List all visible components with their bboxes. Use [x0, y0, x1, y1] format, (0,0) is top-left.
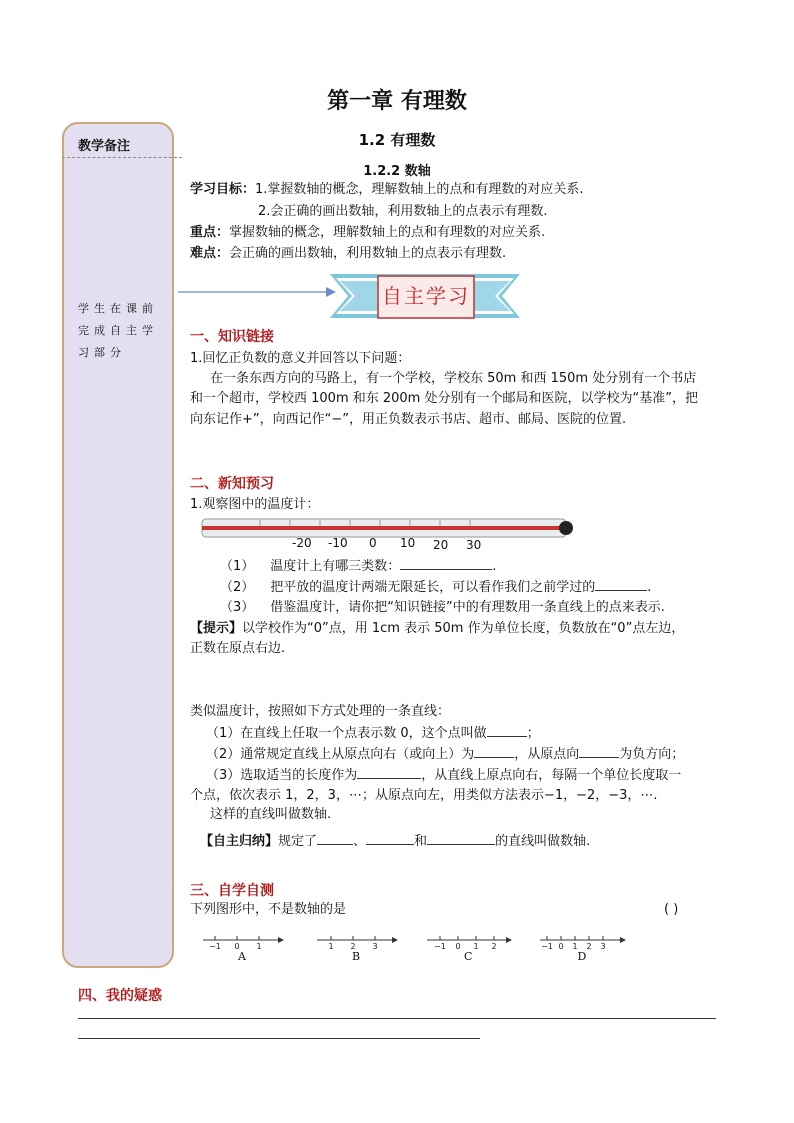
answer-line-2[interactable] [78, 1038, 480, 1039]
key-point-line [190, 224, 545, 242]
objectives-line-1 [190, 181, 584, 199]
answer-blank[interactable] [357, 766, 421, 779]
number-line-tick-label: 2 [586, 942, 592, 951]
number-line-tick-label: 1 [328, 942, 334, 951]
analogy-intro: 类似温度计，按照如下方式处理的一条直线： [190, 704, 451, 719]
objectives-label: 学习目标： [190, 182, 256, 197]
definition-step-1: （1）在直线上任取一个点表示数 0，这个点叫做 ； [206, 726, 540, 741]
option-letter-b[interactable]: B [352, 950, 361, 963]
sidebar-note: 学生在课前完成自主学习部分 [78, 302, 158, 359]
number-line-tick-label: 3 [372, 942, 378, 951]
part2-heading: 二、新知预习 [190, 476, 274, 492]
answer-blank[interactable] [400, 557, 492, 570]
number-line-tick-label: 0 [234, 942, 240, 951]
number-line-tick-label: 1 [572, 942, 578, 951]
part3-question: 下列图形中，不是数轴的是 [190, 902, 347, 917]
thermo-label-m20: -20 [292, 536, 312, 550]
difficulty-text: 会正确的画出数轴，利用数轴上的点表示有理数. [229, 246, 507, 261]
section-title: 1.2 有理数 [358, 131, 436, 149]
part3-heading: 三、自学自测 [190, 883, 274, 899]
answer-blank[interactable] [427, 832, 495, 845]
part4-heading: 四、我的疑惑 [78, 988, 162, 1004]
part1-heading: 一、知识链接 [190, 329, 274, 345]
definition-conclusion: 这样的直线叫做数轴. [210, 807, 332, 822]
number-line-tick-label: −1 [434, 942, 446, 951]
definition-step-3: （3）选取适当的长度作为 ，从直线上原点向右，每隔一个单位长度取一 [206, 768, 682, 783]
objective-2: 2.会正确的画出数轴，利用数轴上的点表示有理数. [258, 204, 548, 219]
option-letter-d[interactable]: D [577, 950, 587, 963]
number-line-tick-label: 0 [455, 942, 461, 951]
definition-step-2: （2）通常规定直线上从原点向右（或向上）为 ，从原点向 为负方向； [206, 747, 685, 762]
answer-paren[interactable]: ( ) [664, 902, 679, 917]
part1-question: 1.回忆正负数的意义并回答以下问题： [190, 351, 411, 366]
option-letter-a[interactable]: A [238, 950, 246, 963]
answer-blank[interactable] [366, 832, 414, 845]
answer-blank[interactable] [595, 578, 647, 591]
number-line-tick-label: −1 [209, 942, 221, 951]
part2-item-1: （1） 温度计上有哪三类数： . [220, 559, 497, 574]
banner-text: 自主学习 [382, 284, 470, 308]
definition-step-3-cont: 个点，依次表示 1，2，3，⋯；从原点向左，用类似方法表示−1，−2，−3，⋯. [190, 788, 658, 803]
summary-label: 【自主归纳】 [200, 834, 279, 849]
part2-item-2: （2） 把平放的温度计两端无限延长，可以看作我们之前学过的 . [220, 580, 652, 595]
part1-paragraph-line-3: 向东记作+”，向西记作“−”，用正负数表示书店、超市、邮局、医院的位置. [190, 412, 627, 427]
thermometer-figure [200, 517, 580, 551]
chapter-title: 第一章 有理数 [327, 88, 467, 114]
part1-paragraph-line-1: 在一条东西方向的马路上，有一个学校，学校东 50m 和西 150m 处分别有一个书店 [210, 371, 697, 386]
thermo-label-10: 10 [400, 536, 416, 550]
answer-blank[interactable] [474, 745, 514, 758]
part2-item-3: （3） 借鉴温度计，请你把“知识链接”中的有理数用一条直线上的点来表示. [220, 600, 665, 615]
teaching-notes-sidebar [62, 122, 174, 968]
number-line-options [195, 930, 665, 966]
number-line-tick-label: 3 [600, 942, 606, 951]
number-line-tick-label: 1 [473, 942, 479, 951]
thermo-label-0: 0 [369, 536, 377, 550]
number-line-tick-label: 1 [256, 942, 262, 951]
difficulty-line [190, 245, 506, 263]
answer-blank[interactable] [317, 832, 353, 845]
objective-1: 1.掌握数轴的概念，理解数轴上的点和有理数的对应关系. [255, 182, 584, 197]
thermo-label-30: 30 [466, 538, 482, 552]
number-line-tick-label: 0 [558, 942, 564, 951]
part1-paragraph-line-2: 和一个超市，学校西 100m 和东 200m 处分别有一个邮局和医院，以学校为“基准”，把 [190, 391, 698, 406]
key-point-label: 重点： [190, 225, 230, 240]
number-line-tick-label: 2 [491, 942, 497, 951]
hint-line-1: 【提示】以学校作为“0”点，用 1cm 表示 50m 作为单位长度，负数放在“0”点左边， [190, 621, 685, 636]
key-point-text: 掌握数轴的概念，理解数轴上的点和有理数的对应关系. [229, 225, 546, 240]
arrow-icon [178, 284, 338, 300]
number-line-tick-label: 2 [350, 942, 356, 951]
subsection-title: 1.2.2 数轴 [363, 164, 431, 179]
difficulty-label: 难点： [190, 246, 230, 261]
thermo-label-m10: -10 [328, 536, 348, 550]
hint-label: 【提示】 [190, 621, 243, 636]
sidebar-divider [62, 157, 182, 158]
answer-line-1[interactable] [78, 1018, 716, 1019]
part2-question: 1.观察图中的温度计： [190, 497, 320, 512]
answer-blank[interactable] [487, 724, 527, 737]
self-summary: 【自主归纳】规定了 、 和 的直线叫做数轴. [200, 834, 591, 849]
sidebar-title: 教学备注 [78, 139, 131, 154]
option-letter-c[interactable]: C [464, 950, 473, 963]
number-line-tick-label: −1 [541, 942, 553, 951]
hint-line-2: 正数在原点右边. [190, 641, 286, 656]
thermo-label-20: 20 [433, 538, 449, 552]
answer-blank[interactable] [579, 745, 619, 758]
